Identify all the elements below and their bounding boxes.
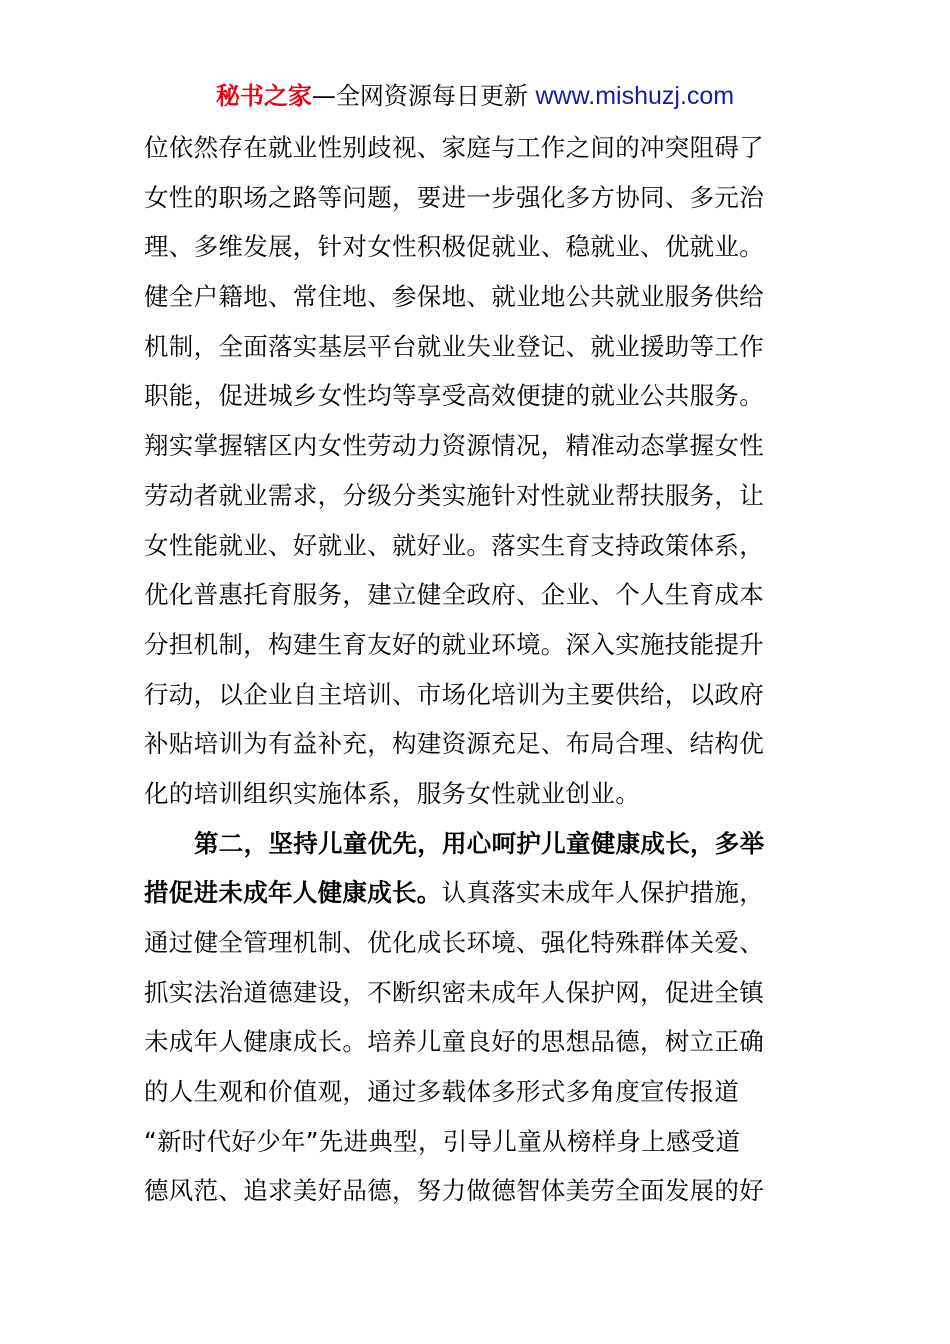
text-line: 翔实掌握辖区内女性劳动力资源情况，精准动态掌握女性 [144,431,764,461]
text-line: 德风范、追求美好品德，努力做德智体美劳全面发展的好 [144,1176,764,1206]
section-heading-tail: 措促进未成年人健康成长。 [144,878,442,908]
text-line: “新时代好少年”先进典型，引导儿童从榜样身上感受道 [144,1126,741,1156]
text-line: 行动，以企业自主培训、市场化培训为主要供给，以政府 [144,679,764,709]
text-line: 优化普惠托育服务，建立健全政府、企业、个人生育成本 [144,580,764,610]
text-line: 分担机制，构建生育友好的就业环境。深入实施技能提升 [144,629,764,659]
section-heading: 第二，坚持儿童优先，用心呵护儿童健康成长，多举 [194,828,765,858]
brand-name: 秘书之家 [215,82,312,110]
text-line: 通过健全管理机制、优化成长环境、强化特殊群体关爱、 [144,928,764,957]
text-line: 位依然存在就业性别歧视、家庭与工作之间的冲突阻碍了 [144,133,764,162]
text-line: 补贴培训为有益补充，构建资源充足、布局合理、结构优 [144,729,764,759]
text-line: 职能，促进城乡女性均等享受高效便捷的就业公共服务。 [144,381,764,411]
text-line: 女性能就业、好就业、就好业。落实生育支持政策体系， [144,530,764,560]
section-heading-continued [144,868,794,918]
document-body [144,123,794,1216]
site-url-link[interactable]: www.mishuzj.com [535,82,735,110]
text-line: 的人生观和价值观，通过多载体多形式多角度宣传报道 [144,1077,740,1107]
text-line: 理、多维发展，针对女性积极促就业、稳就业、优就业。 [144,232,764,262]
text-line: 女性的职场之路等问题，要进一步强化多方协同、多元治 [144,182,764,212]
text-line: 化的培训组织实施体系，服务女性就业创业。 [144,778,640,808]
text-line: 健全户籍地、常住地、参保地、就业地公共就业服务供给 [144,282,764,312]
text-line: 机制，全面落实基层平台就业失业登记、就业援助等工作 [144,331,764,361]
text-line: 未成年人健康成长。培养儿童良好的思想品德，树立正确 [144,1027,764,1057]
text-line: 劳动者就业需求，分级分类实施针对性就业帮扶服务，让 [144,480,764,510]
section-text: 认真落实未成年人保护措施， [441,878,765,908]
site-header [0,80,950,112]
header-tagline: —全网资源每日更新 [311,82,528,110]
text-line: 抓实法治道德建设，不断织密未成年人保护网，促进全镇 [144,977,764,1007]
